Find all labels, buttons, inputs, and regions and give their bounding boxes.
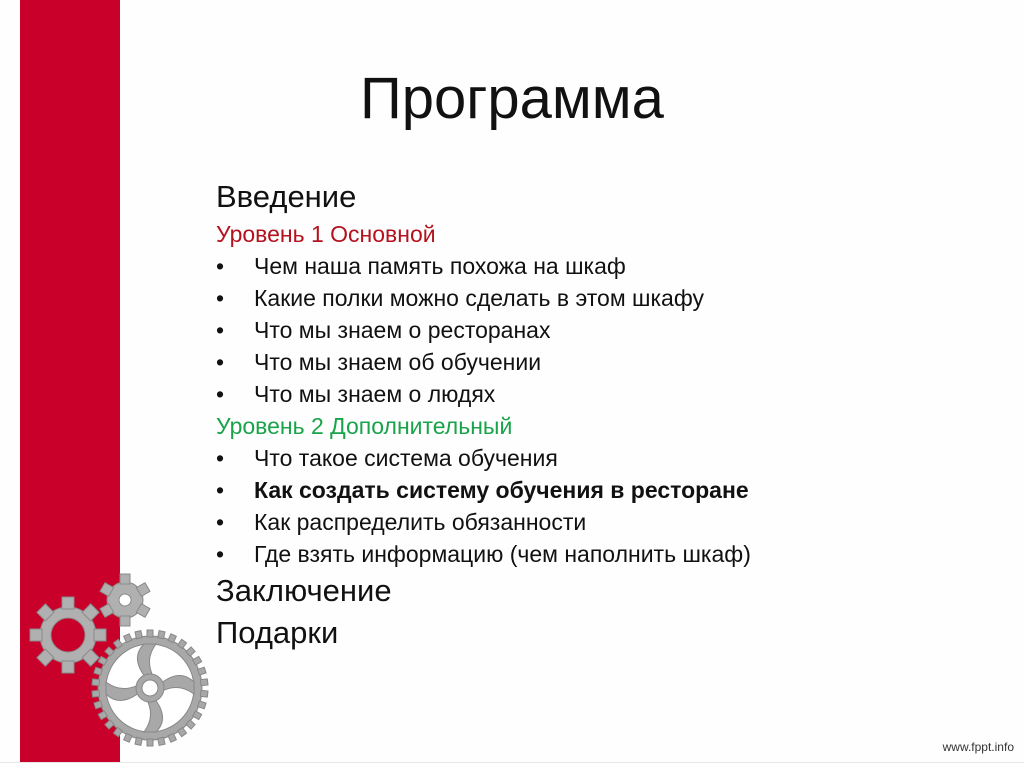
bullet-icon: •: [216, 317, 225, 343]
list-item: • Что мы знаем об обучении: [216, 346, 976, 378]
agenda: [216, 176, 976, 654]
bullet-icon: •: [216, 253, 225, 279]
list-item: • Что мы знаем о ресторанах: [216, 314, 976, 346]
section-gifts: Подарки: [216, 615, 339, 650]
bullet-icon: •: [216, 477, 225, 503]
list-item: • Как распределить обязанности: [216, 506, 976, 538]
list-item: • Какие полки можно сделать в этом шкафу: [216, 282, 976, 314]
list-item: • Что мы знаем о людях: [216, 378, 976, 410]
section-conclusion: Заключение: [216, 573, 392, 608]
list-item: • Чем наша память похожа на шкаф: [216, 250, 976, 282]
bullet-icon: •: [216, 349, 225, 375]
bullet-icon: •: [216, 381, 225, 407]
list-item: • Где взять информацию (чем наполнить шкаф): [216, 538, 976, 570]
footer-url: www.fppt.info: [942, 740, 1014, 754]
section-intro: Введение: [216, 179, 357, 214]
list-item: • Как создать систему обучения в ресторане: [216, 474, 976, 506]
bullet-icon: •: [216, 285, 225, 311]
bullet-icon: •: [216, 509, 225, 535]
gears-icon: [0, 560, 230, 767]
slide-title: [0, 64, 1024, 134]
slide-title-text: Программа: [360, 66, 664, 131]
level2-heading: Уровень 2 Дополнительный: [216, 413, 513, 439]
bullet-icon: •: [216, 541, 225, 567]
level1-heading: Уровень 1 Основной: [216, 221, 436, 247]
bullet-icon: •: [216, 445, 225, 471]
list-item: • Что такое система обучения: [216, 442, 976, 474]
